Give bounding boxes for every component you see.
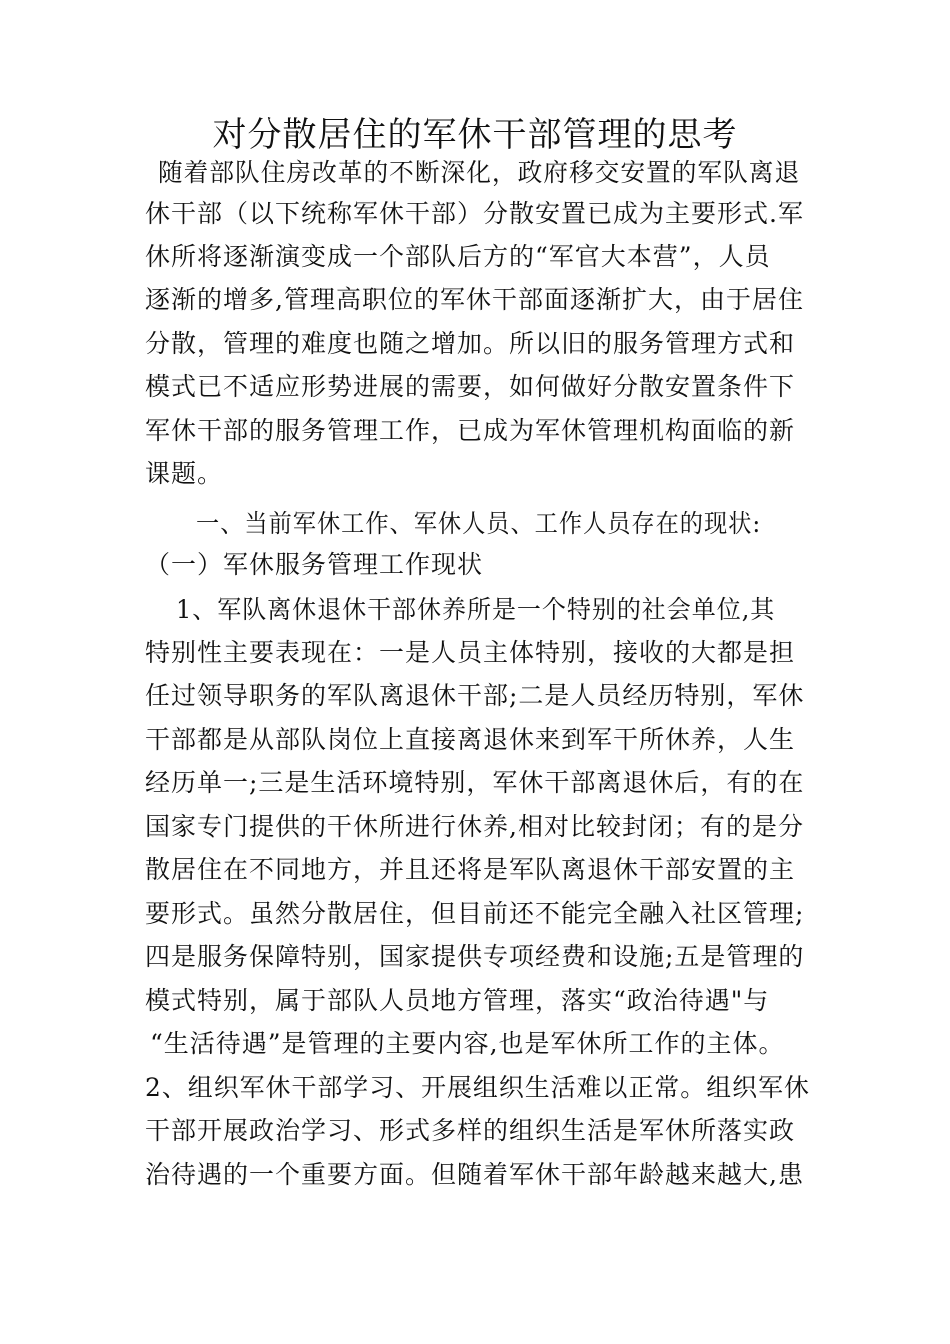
- paragraph-line: 散居住在不同地方，并且还将是军队离退休干部安置的主: [145, 855, 796, 884]
- paragraph-line: 经历单一;三是生活环境特别，军休干部离退休后，有的在: [145, 768, 805, 797]
- paragraph-line: 要形式。虽然分散居住，但目前还不能完全融入社区管理;: [145, 899, 805, 928]
- paragraph-line: 模式特别，属于部队人员地方管理，落实“政治待遇"与: [145, 986, 770, 1015]
- paragraph-line: 课题。: [145, 459, 224, 488]
- paragraph-line: 休所将逐渐演变成一个部队后方的“军官大本营”，人员: [145, 242, 771, 271]
- paragraph-line: 治待遇的一个重要方面。但随着军休干部年龄越来越大,患: [145, 1160, 804, 1189]
- document-title: 对分散居住的军休干部管理的思考: [212, 115, 738, 155]
- paragraph-line: 任过领导职务的军队离退休干部;二是人员经历特别，军休: [145, 681, 805, 710]
- paragraph-line: 特别性主要表现在：一是人员主体特别，接收的大都是担: [145, 638, 796, 667]
- paragraph-line: “生活待遇”是管理的主要内容,也是军休所工作的主体。: [150, 1029, 785, 1058]
- paragraph-line: 模式已不适应形势进展的需要，如何做好分散安置条件下: [145, 372, 796, 401]
- paragraph-line: 四是服务保障特别，国家提供专项经费和设施;五是管理的: [145, 942, 805, 971]
- paragraph-line: 国家专门提供的干休所进行休养,相对比较封闭；有的是分: [145, 812, 804, 841]
- paragraph-line: 干部开展政治学习、形式多样的组织生活是军休所落实政: [145, 1116, 796, 1145]
- section-heading: 一、当前军休工作、军休人员、工作人员存在的现状:: [196, 509, 762, 538]
- paragraph-line: 休干部（以下统称军休干部）分散安置已成为主要形式.军: [145, 199, 804, 228]
- paragraph-line: 军休干部的服务管理工作，已成为军休管理机构面临的新: [145, 416, 796, 445]
- paragraph-line: 2、组织军休干部学习、开展组织生活难以正常。组织军休: [145, 1073, 810, 1102]
- paragraph-line: 干部都是从部队岗位上直接离退休来到军干所休养，人生: [145, 725, 796, 754]
- subsection-heading: （一）军休服务管理工作现状: [145, 550, 484, 579]
- paragraph-line: 逐渐的增多,管理高职位的军休干部面逐渐扩大，由于居住: [145, 285, 804, 314]
- paragraph-line: 随着部队住房改革的不断深化，政府移交安置的军队离退: [158, 158, 801, 187]
- paragraph-line: 分散，管理的难度也随之增加。所以旧的服务管理方式和: [145, 329, 796, 358]
- paragraph-line: 1、军队离休退休干部休养所是一个特别的社会单位,其: [176, 595, 776, 624]
